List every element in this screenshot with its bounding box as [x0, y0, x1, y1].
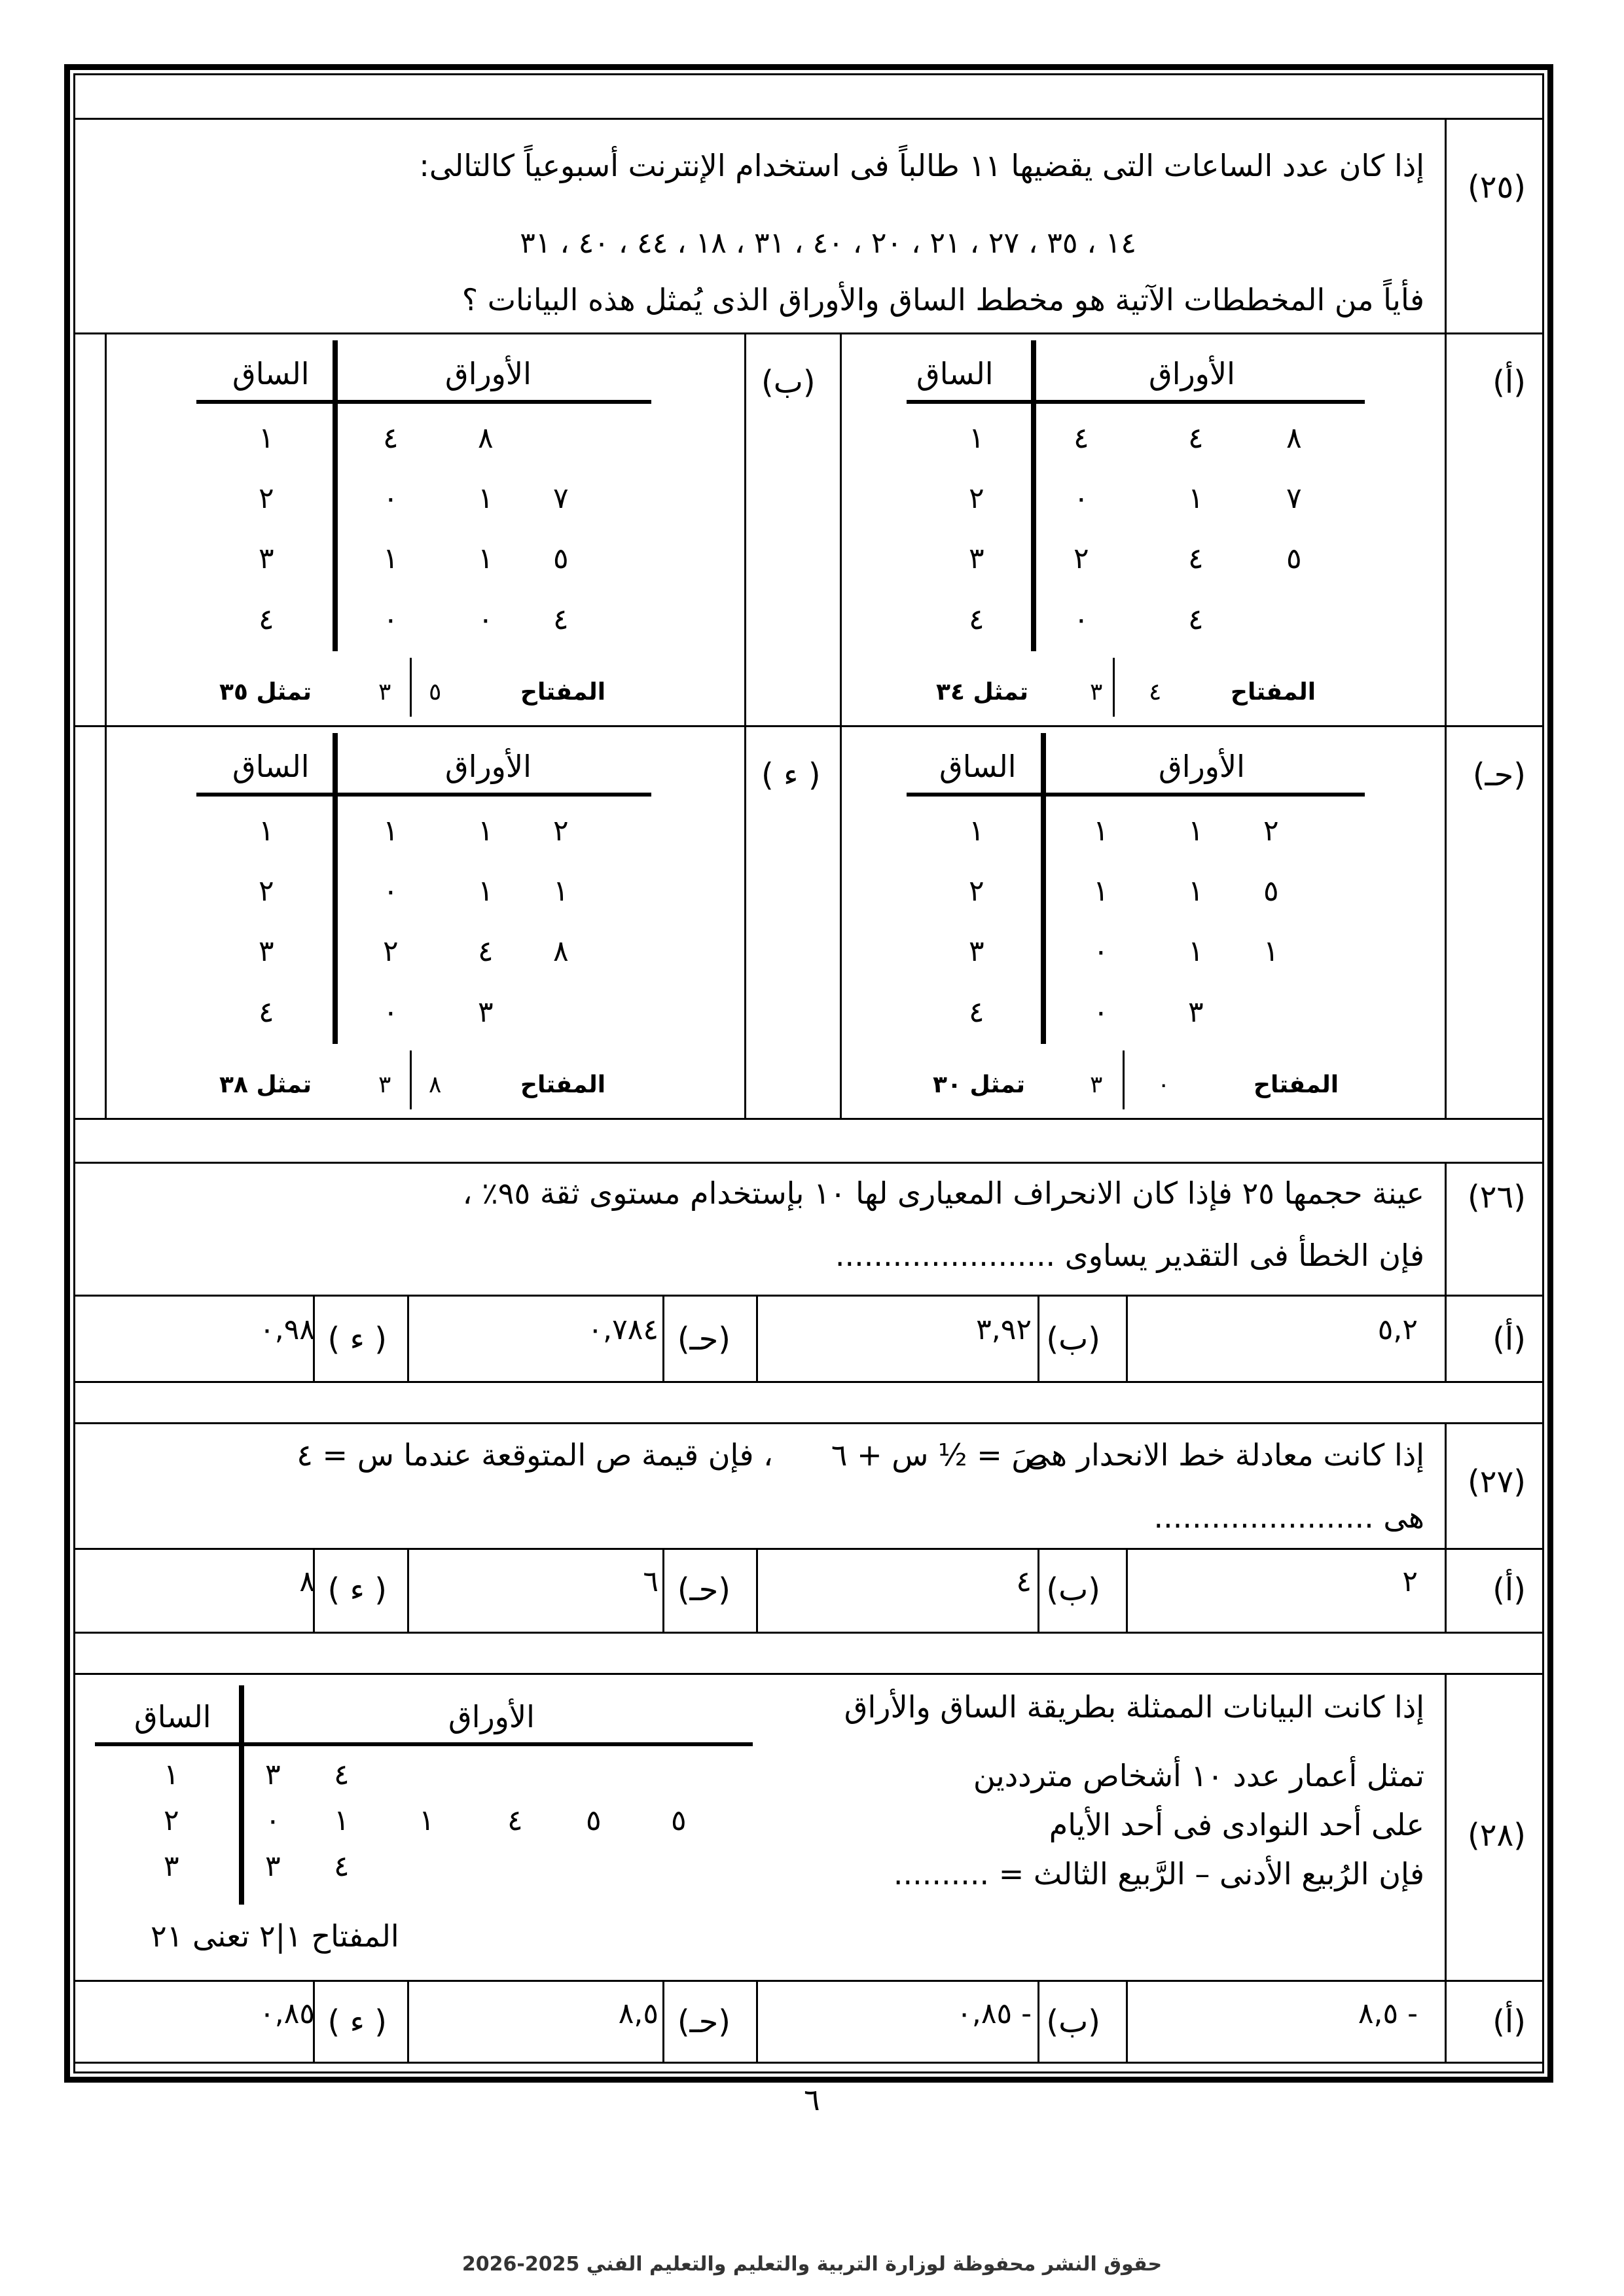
leaf-value: ٢ [1074, 542, 1089, 575]
leaf-value: ٨ [478, 422, 494, 455]
leaf-value: ١ [478, 482, 494, 515]
plot-key: المفتاح ١|٢ تعنى ٢١ [151, 1918, 399, 1954]
stem-value: ٤ [259, 996, 274, 1029]
key-meaning: تمثل ٣٨ [219, 1071, 312, 1098]
question-text-line3: على أحد النوادى فى أحد الأيام [1049, 1807, 1424, 1842]
grid-line [75, 1980, 1542, 1982]
leaf-value: ١ [334, 1804, 350, 1837]
answer-value[interactable]: ٦ [643, 1565, 659, 1598]
leaf-value: ٥ [586, 1804, 602, 1837]
grid-line [75, 1295, 1542, 1297]
grid-line [1445, 1673, 1447, 2062]
leaves-header: الأوراق [448, 1699, 535, 1734]
leaf-value: ١ [478, 874, 494, 908]
leaf-value: ١ [419, 1804, 435, 1837]
grid-line [75, 1548, 1542, 1550]
key-divider [410, 1050, 412, 1109]
answer-value[interactable]: - ٠,٨٥ [956, 1997, 1032, 2030]
key-leaf: ٨ [429, 1071, 442, 1098]
stem-value: ٢ [164, 1804, 179, 1837]
question-text-line2: فإن الخطأ فى التقدير يساوى ....................... [835, 1238, 1424, 1273]
stem-value: ١ [969, 422, 984, 455]
key-divider [1113, 658, 1115, 717]
grid-line [662, 1980, 664, 2062]
grid-line [75, 1632, 1542, 1634]
stem-value: ٣ [969, 935, 984, 968]
answer-label[interactable]: (حـ) [677, 1321, 731, 1357]
question-number: (٢٧) [1467, 1463, 1526, 1500]
stem-value: ٤ [259, 603, 274, 636]
leaf-value: ١ [1188, 482, 1204, 515]
grid-line [75, 1422, 1542, 1424]
grid-line [756, 1980, 758, 2062]
stem-value: ١ [259, 422, 274, 455]
leaf-value: ٣ [265, 1850, 281, 1883]
question-text-line4: فإن الرُبيع الأدنى – الرَّبيع الثالث = .......... [893, 1856, 1424, 1892]
stem-value: ٢ [259, 874, 274, 908]
grid-line [75, 2062, 1542, 2064]
key-meaning: تمثل ٣٤ [936, 679, 1028, 706]
grid-line [1445, 118, 1447, 1118]
key-label: المفتاح [520, 679, 606, 706]
data-list: ١٤ ، ٣٥ ، ٢٧ ، ٢١ ، ٢٠ ، ٤٠ ، ٣١ ، ١٨ ، ٤٤ ، ٤٠ ، ٣١ [520, 226, 1136, 260]
leaf-value: ١ [553, 874, 569, 908]
leaf-value: ٠ [478, 603, 494, 636]
stem-value: ٤ [969, 996, 984, 1029]
leaf-value: ٤ [1188, 542, 1204, 575]
leaf-value: ٠ [1093, 996, 1109, 1029]
question-text-line1a: إذا كانت معادلة خط الانحدار هى [1026, 1437, 1424, 1473]
key-leaf: ٥ [429, 679, 442, 706]
answer-value[interactable]: ٠,٨٥ [259, 1997, 315, 2030]
key-label: المفتاح [1254, 1071, 1339, 1098]
leaf-value: ٥ [671, 1804, 687, 1837]
leaf-value: ١ [478, 542, 494, 575]
stem-value: ٢ [969, 482, 984, 515]
leaf-value: ٥ [1263, 874, 1279, 908]
plot-header-rule [907, 400, 1365, 404]
grid-line [756, 1295, 758, 1381]
leaf-value: ٠ [1074, 603, 1089, 636]
option-label[interactable]: (حـ) [1472, 757, 1526, 793]
stem-value: ٣ [259, 935, 274, 968]
grid-line [75, 1381, 1542, 1383]
leaf-value: ٤ [1188, 603, 1204, 636]
option-label[interactable]: (ب) [761, 364, 816, 401]
answer-label[interactable]: (حـ) [677, 2003, 731, 2040]
regression-equation: صَ = ½ س + ٦ [831, 1437, 1048, 1473]
answer-value[interactable]: ٥,٢ [1377, 1313, 1418, 1346]
answer-value[interactable]: ٣,٩٢ [976, 1313, 1032, 1346]
plot-stem-rule [333, 340, 338, 651]
leaf-value: ٤ [1188, 422, 1204, 455]
question-text-line1b: ، فإن قيمة ص المتوقعة عندما س = ٤ [297, 1437, 773, 1473]
leaf-value: ٣ [265, 1758, 281, 1791]
answer-value[interactable]: ٠,٧٨٤ [587, 1313, 659, 1346]
leaf-value: ٧ [553, 482, 569, 515]
leaf-value: ١ [1188, 814, 1204, 848]
option-label[interactable]: (أ) [1492, 364, 1526, 401]
leaf-value: ٨ [553, 935, 569, 968]
stem-header: الساق [232, 749, 310, 784]
stem-header: الساق [232, 356, 310, 391]
leaf-value: ٠ [383, 996, 399, 1029]
grid-line [1445, 1422, 1447, 1632]
stem-header: الساق [916, 356, 994, 391]
leaf-value: ٥ [553, 542, 569, 575]
answer-label[interactable]: ( ء ) [327, 1321, 387, 1357]
leaf-value: ٣ [1188, 996, 1204, 1029]
grid-line [1126, 1980, 1128, 2062]
grid-line [75, 118, 1542, 120]
key-leaf: ٠ [1157, 1071, 1170, 1098]
leaf-value: ١ [1093, 814, 1109, 848]
leaf-value: ٢ [383, 935, 399, 968]
leaf-value: ٢ [553, 814, 569, 848]
leaf-value: ١ [383, 814, 399, 848]
grid-line [1445, 1162, 1447, 1381]
grid-line [1038, 1295, 1039, 1381]
answer-value[interactable]: ٠,٩٨ [259, 1313, 315, 1346]
plot-header-rule [196, 793, 651, 797]
leaf-value: ١ [383, 542, 399, 575]
copyright-footer: حقوق النشر محفوظة لوزارة التربية والتعليم والتعليم الفني 2025-2026 [461, 2253, 1163, 2276]
answer-value[interactable]: ٨ [299, 1565, 315, 1598]
answer-label[interactable]: ( ء ) [327, 1571, 387, 1608]
grid-line [75, 725, 1542, 727]
question-prompt: إذا كان عدد الساعات التى يقضيها ١١ طالباً فى استخدام الإنترنت أسبوعياً كالتالى: [419, 148, 1424, 183]
plot-stem-rule [1041, 733, 1046, 1044]
leaf-value: ٠ [1074, 482, 1089, 515]
key-label: المفتاح [1231, 679, 1316, 706]
key-meaning: تمثل ٣٠ [933, 1071, 1025, 1098]
question-text-line1: إذا كانت البيانات الممثلة بطريقة الساق والأراق [844, 1689, 1424, 1725]
answer-value[interactable]: ٢ [1402, 1565, 1418, 1598]
stem-header: الساق [134, 1699, 211, 1734]
answer-label[interactable]: (حـ) [677, 1571, 731, 1608]
answer-label[interactable]: (أ) [1492, 2003, 1526, 2040]
stem-value: ١ [164, 1758, 179, 1791]
grid-line [407, 1548, 409, 1632]
question-number: (٢٥) [1467, 169, 1526, 206]
answer-value[interactable]: ٨,٥ [618, 1997, 659, 2030]
key-leaf: ٤ [1149, 679, 1162, 706]
answer-label[interactable]: (ب) [1046, 1321, 1100, 1357]
key-divider [410, 658, 412, 717]
leaf-value: ٥ [1286, 542, 1302, 575]
leaf-value: ٢ [1263, 814, 1279, 848]
grid-line [662, 1295, 664, 1381]
grid-line [75, 1673, 1542, 1675]
leaf-value: ٠ [383, 482, 399, 515]
answer-value[interactable]: ٤ [1016, 1565, 1032, 1598]
leaf-value: ١ [478, 814, 494, 848]
leaf-value: ٤ [334, 1850, 350, 1883]
leaf-value: ٨ [1286, 422, 1302, 455]
leaf-value: ٧ [1286, 482, 1302, 515]
key-label: المفتاح [520, 1071, 606, 1098]
plot-stem-rule [333, 733, 338, 1044]
grid-line [75, 332, 1542, 334]
leaf-value: ١ [1188, 874, 1204, 908]
key-stem: ٣ [1090, 1071, 1103, 1098]
stem-header: الساق [939, 749, 1017, 784]
question-text-line1: عينة حجمها ٢٥ فإذا كان الانحراف المعيارى لها ١٠ بإستخدام مستوى ثقة ٩٥٪ ، [462, 1175, 1424, 1211]
answer-label[interactable]: (ب) [1046, 1571, 1100, 1608]
grid-line [1038, 1548, 1039, 1632]
stem-value: ٢ [969, 874, 984, 908]
leaf-value: ٤ [383, 422, 399, 455]
grid-line [756, 1548, 758, 1632]
key-stem: ٣ [1090, 679, 1103, 706]
leaf-value: ٤ [334, 1758, 350, 1791]
answer-value[interactable]: - ٨,٥ [1358, 1997, 1418, 2030]
key-stem: ٣ [378, 1071, 391, 1098]
key-meaning: تمثل ٣٥ [219, 679, 312, 706]
question-text-line2: تمثل أعمار عدد ١٠ أشخاص مترددين [973, 1758, 1424, 1793]
stem-value: ٣ [259, 542, 274, 575]
option-label[interactable]: ( ء ) [761, 757, 821, 793]
plot-header-rule [95, 1742, 753, 1746]
leaf-value: ٠ [1093, 935, 1109, 968]
answer-label[interactable]: ( ء ) [327, 2003, 387, 2040]
leaf-value: ٤ [478, 935, 494, 968]
key-divider [1123, 1050, 1125, 1109]
grid-line [1126, 1548, 1128, 1632]
leaf-value: ١ [1263, 935, 1279, 968]
leaves-header: الأوراق [445, 356, 532, 391]
answer-label[interactable]: (ب) [1046, 2003, 1100, 2040]
stem-value: ١ [259, 814, 274, 848]
answer-label[interactable]: (أ) [1492, 1571, 1526, 1608]
question-text: فأياً من المخططات الآتية هو مخطط الساق والأوراق الذى يُمثل هذه البيانات ؟ [461, 282, 1424, 317]
answer-label[interactable]: (أ) [1492, 1321, 1526, 1357]
plot-stem-rule [1031, 340, 1036, 651]
question-number: (٢٦) [1467, 1179, 1526, 1215]
leaf-value: ٠ [383, 874, 399, 908]
grid-line [840, 332, 842, 1118]
leaf-value: ١ [1188, 935, 1204, 968]
leaves-header: الأوراق [1159, 749, 1245, 784]
leaf-value: ٠ [383, 603, 399, 636]
page-number: ٦ [804, 2082, 820, 2117]
grid-line [744, 332, 746, 1118]
plot-stem-rule [239, 1685, 244, 1905]
leaf-value: ٤ [553, 603, 569, 636]
leaves-header: الأوراق [1149, 356, 1235, 391]
grid-line [1126, 1295, 1128, 1381]
stem-value: ١ [969, 814, 984, 848]
plot-header-rule [907, 793, 1365, 797]
grid-line [407, 1980, 409, 2062]
leaves-header: الأوراق [445, 749, 532, 784]
stem-value: ٣ [164, 1850, 179, 1883]
grid-line [105, 332, 107, 1118]
leaf-value: ١ [1093, 874, 1109, 908]
leaf-value: ٠ [265, 1804, 281, 1837]
leaf-value: ٣ [478, 996, 494, 1029]
plot-header-rule [196, 400, 651, 404]
grid-line [75, 1162, 1542, 1164]
stem-value: ٤ [969, 603, 984, 636]
grid-line [662, 1548, 664, 1632]
key-stem: ٣ [378, 679, 391, 706]
grid-line [75, 1118, 1542, 1120]
leaf-value: ٤ [507, 1804, 523, 1837]
leaf-value: ٤ [1074, 422, 1089, 455]
stem-value: ٢ [259, 482, 274, 515]
grid-line [1038, 1980, 1039, 2062]
question-number: (٢٨) [1467, 1817, 1526, 1854]
stem-value: ٣ [969, 542, 984, 575]
grid-line [407, 1295, 409, 1381]
question-text-line2: هى ....................... [1153, 1499, 1424, 1535]
